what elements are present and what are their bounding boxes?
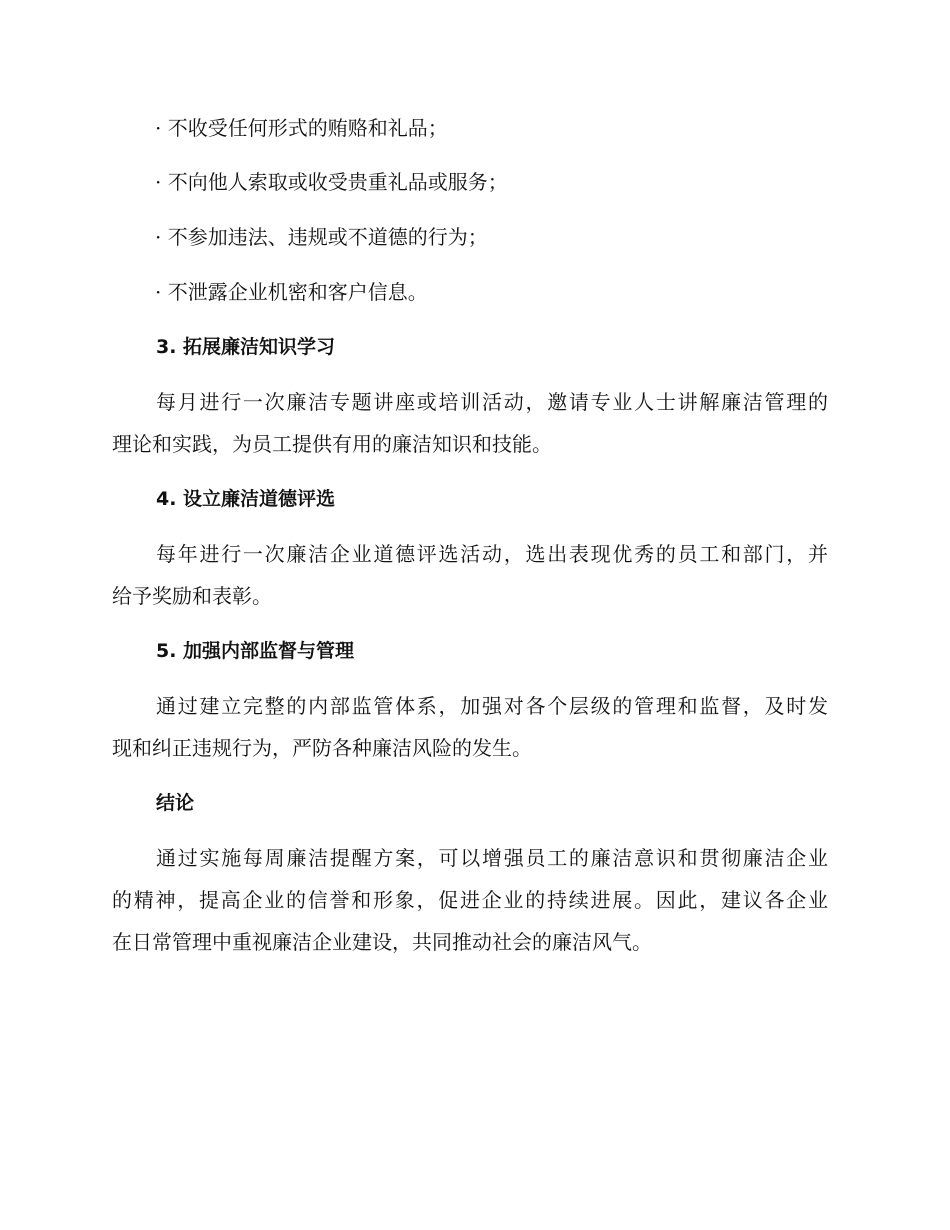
section-heading-3: 3. 拓展廉洁知识学习 bbox=[156, 336, 336, 358]
paragraph-line: 现和纠正违规行为，严防各种廉洁风险的发生。 bbox=[112, 736, 532, 760]
paragraph-line: 在日常管理中重视廉洁企业建设，共同推动社会的廉洁风气。 bbox=[112, 930, 652, 954]
paragraph-line: 通过建立完整的内部监管体系，加强对各个层级的管理和监督，及时发 bbox=[156, 694, 828, 718]
bullet-item: · 不收受任何形式的贿赂和礼品； bbox=[155, 116, 448, 140]
paragraph-line: 理论和实践，为员工提供有用的廉洁知识和技能。 bbox=[112, 432, 552, 456]
bullet-item: · 不向他人索取或收受贵重礼品或服务； bbox=[155, 170, 508, 194]
paragraph-line: 每年进行一次廉洁企业道德评选活动，选出表现优秀的员工和部门，并 bbox=[156, 542, 828, 566]
paragraph-line: 的精神，提高企业的信誉和形象，促进企业的持续进展。因此，建议各企业 bbox=[112, 888, 828, 912]
paragraph-line: 每月进行一次廉洁专题讲座或培训活动，邀请专业人士讲解廉洁管理的 bbox=[156, 390, 828, 414]
section-heading-4: 4. 设立廉洁道德评选 bbox=[156, 488, 336, 510]
bullet-item: · 不泄露企业机密和客户信息。 bbox=[155, 280, 428, 304]
paragraph-line: 给予奖励和表彰。 bbox=[112, 584, 272, 608]
bullet-item: · 不参加违法、违规或不道德的行为； bbox=[155, 225, 488, 249]
section-heading-5: 5. 加强内部监督与管理 bbox=[156, 640, 355, 662]
conclusion-heading: 结论 bbox=[156, 792, 195, 814]
paragraph-line: 通过实施每周廉洁提醒方案，可以增强员工的廉洁意识和贯彻廉洁企业 bbox=[156, 846, 828, 870]
